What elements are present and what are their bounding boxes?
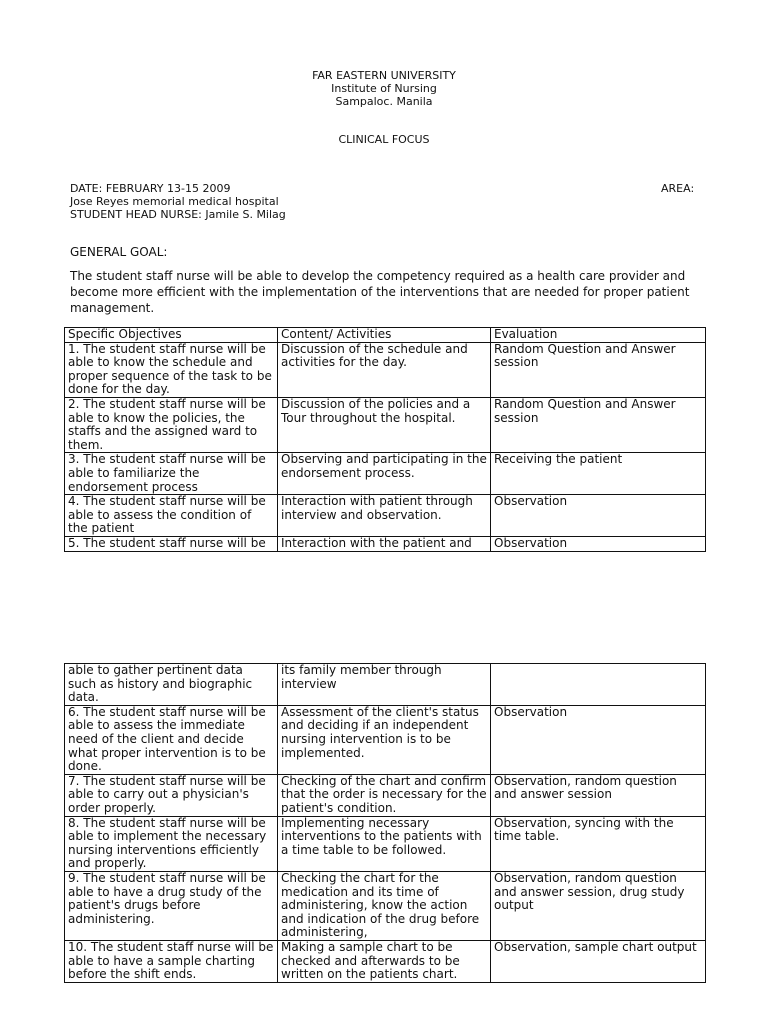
objective-cell: 9. The student staff nurse will be able to have a drug study of the patient's drugs before administering.	[65, 871, 278, 940]
objective-cell: 2. The student staff nurse will be able to know the policies, the staffs and the assigned ward to them.	[65, 397, 278, 452]
university-name: FAR EASTERN UNIVERSITY	[312, 69, 456, 82]
objective-cell: 7. The student staff nurse will be able to carry out a physician's order properly.	[65, 774, 278, 816]
activity-cell: Checking of the chart and confirm that the order is necessary for the patient's condition.	[278, 774, 491, 816]
activity-cell: Implementing necessary interventions to the patients with a time table to be followed.	[278, 816, 491, 871]
evaluation-cell: Observation, syncing with the time table.	[491, 816, 706, 871]
activity-cell: its family member through interview	[278, 664, 491, 706]
objective-cell: 3. The student staff nurse will be able to familiarize the endorsement process	[65, 453, 278, 495]
table-row	[65, 816, 706, 871]
table-row	[65, 871, 706, 940]
objective-cell: 10. The student staff nurse will be able to have a sample charting before the shift ends.	[65, 940, 278, 982]
objective-cell: 1. The student staff nurse will be able to know the schedule and proper sequence of the task to be done for the day.	[65, 342, 278, 397]
objective-cell: able to gather pertinent data such as history and biographic data.	[65, 664, 278, 706]
location: Sampaloc. Manila	[335, 95, 433, 108]
activity-cell: Interaction with the patient and	[278, 536, 491, 551]
evaluation-cell: Receiving the patient	[491, 453, 706, 495]
general-goal-heading: GENERAL GOAL:	[70, 245, 168, 259]
table-row	[65, 940, 706, 982]
institute-name: Institute of Nursing	[331, 82, 437, 95]
evaluation-cell: Observation	[491, 705, 706, 774]
table-header-row	[65, 328, 706, 343]
area-label: AREA:	[661, 182, 695, 195]
evaluation-cell: Random Question and Answer session	[491, 342, 706, 397]
table-row	[65, 397, 706, 452]
objectives-table-page1	[64, 327, 706, 552]
table-row	[65, 536, 706, 551]
header-specific-objectives: Specific Objectives	[65, 328, 278, 343]
objective-cell: 8. The student staff nurse will be able to implement the necessary nursing interventions efficiently and properly.	[65, 816, 278, 871]
evaluation-cell: Observation, sample chart output	[491, 940, 706, 982]
activity-cell: Interaction with patient through interview and observation.	[278, 495, 491, 537]
objective-cell: 5. The student staff nurse will be	[65, 536, 278, 551]
table-row	[65, 453, 706, 495]
header-content-activities: Content/ Activities	[278, 328, 491, 343]
activity-cell: Discussion of the policies and a Tour throughout the hospital.	[278, 397, 491, 452]
evaluation-cell: Observation, random question and answer session, drug study output	[491, 871, 706, 940]
activity-cell: Checking the chart for the medication and its time of administering, know the action and indication of the drug before administering,	[278, 871, 491, 940]
date-line: DATE: FEBRUARY 13-15 2009	[70, 182, 231, 195]
header-evaluation: Evaluation	[491, 328, 706, 343]
evaluation-cell: Observation, random question and answer session	[491, 774, 706, 816]
head-nurse: STUDENT HEAD NURSE: Jamile S. Milag	[70, 208, 286, 221]
evaluation-cell: Random Question and Answer session	[491, 397, 706, 452]
hospital-name: Jose Reyes memorial medical hospital	[70, 195, 279, 208]
table-row	[65, 774, 706, 816]
evaluation-cell: Observation	[491, 536, 706, 551]
objective-cell: 4. The student staff nurse will be able to assess the condition of the patient	[65, 495, 278, 537]
evaluation-cell	[491, 664, 706, 706]
activity-cell: Making a sample chart to be checked and afterwards to be written on the patients chart.	[278, 940, 491, 982]
activity-cell: Discussion of the schedule and activities for the day.	[278, 342, 491, 397]
activity-cell: Assessment of the client's status and deciding if an independent nursing intervention is to be implemented.	[278, 705, 491, 774]
table-row	[65, 705, 706, 774]
document-title: CLINICAL FOCUS	[338, 133, 430, 146]
table-row	[65, 664, 706, 706]
activity-cell: Observing and participating in the endorsement process.	[278, 453, 491, 495]
table-row	[65, 495, 706, 537]
general-goal-text: The student staff nurse will be able to develop the competency required as a health care provider and become more efficient with the implementation of the interventions that are needed for proper patient management.	[70, 269, 690, 315]
evaluation-cell: Observation	[491, 495, 706, 537]
objectives-table-page2	[64, 663, 706, 983]
objective-cell: 6. The student staff nurse will be able to assess the immediate need of the client and decide what proper intervention is to be done.	[65, 705, 278, 774]
table-row	[65, 342, 706, 397]
